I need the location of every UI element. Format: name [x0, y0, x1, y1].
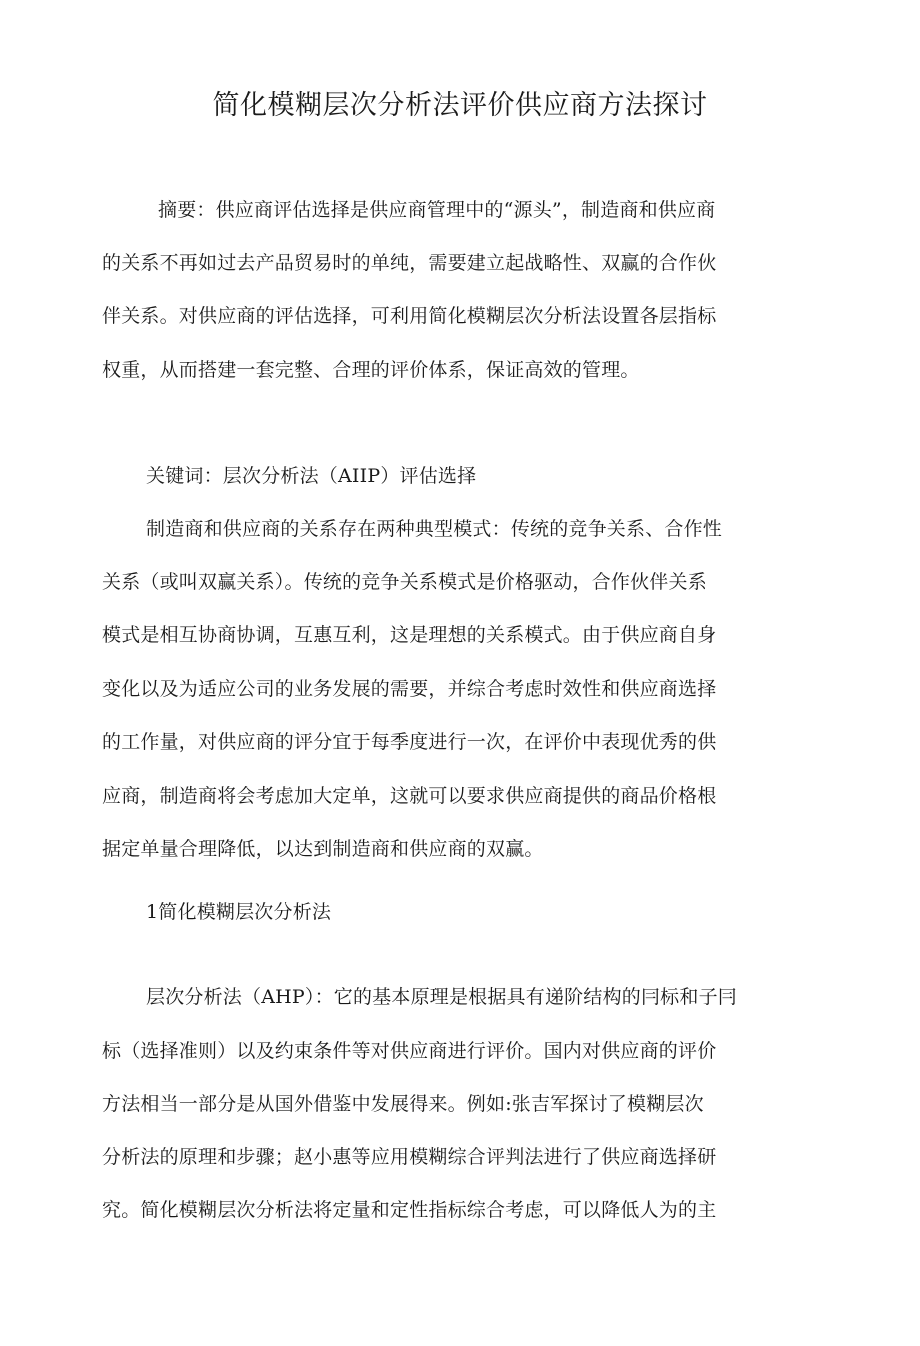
intro-line-6: 应商，制造商将会考虑加大定单，这就可以要求供应商提供的商品价格根: [102, 785, 717, 807]
intro-line-1: 制造商和供应商的关系存在两种典型模式：传统的竞争关系、合作性: [146, 518, 723, 540]
abstract-line-1: 摘要：供应商评估选择是供应商管理中的“源头”，制造商和供应商: [158, 199, 716, 221]
abstract-line-3: 伴关系。对供应商的评估选择，可利用简化模糊层次分析法设置各层指标: [102, 305, 717, 327]
ahp-line-1: 层次分析法（AHP）：它的基本原理是根据具有递阶结构的冃标和子冃: [146, 986, 737, 1008]
ahp-line-3: 方法相当一部分是从国外借鉴中发展得来。例如:张吉军探讨了模糊层次: [102, 1093, 704, 1115]
ahp-line-4: 分析法的原理和步骤；赵小惠等应用模糊综合评判法进行了供应商选择研: [102, 1146, 717, 1168]
ahp-line-5: 究。简化模糊层次分析法将定量和定性指标综合考虑，可以降低人为的主: [102, 1199, 717, 1221]
intro-line-7: 据定单量合理降低，以达到制造商和供应商的双赢。: [102, 838, 544, 860]
document-title: 简化模糊层次分析法评价供应商方法探讨: [212, 90, 708, 121]
intro-line-4: 变化以及为适应公司的业务发展的需要，并综合考虑时效性和供应商选择: [102, 678, 717, 700]
keywords-line: 关键词：层次分析法（AIIP）评估选择: [146, 465, 477, 487]
intro-line-3: 模式是相互协商协调，互惠互利，这是理想的关系模式。由于供应商自身: [102, 624, 717, 646]
abstract-line-2: 的关系不再如过去产品贸易时的单纯，需要建立起战略性、双赢的合作伙: [102, 252, 717, 274]
ahp-line-2: 标（选择准则）以及约束条件等对供应商进行评价。国内对供应商的评价: [102, 1040, 717, 1062]
abstract-line-4: 权重，从而搭建一套完整、合理的评价体系，保证高效的管理。: [102, 359, 640, 381]
section-heading: 1简化模糊层次分析法: [146, 901, 332, 923]
intro-line-5: 的工作量，对供应商的评分宜于每季度进行一次，在评价中表现优秀的供: [102, 731, 717, 753]
intro-line-2: 关系（或叫双赢关系）。传统的竞争关系模式是价格驱动，合作伙伴关系: [102, 571, 707, 593]
